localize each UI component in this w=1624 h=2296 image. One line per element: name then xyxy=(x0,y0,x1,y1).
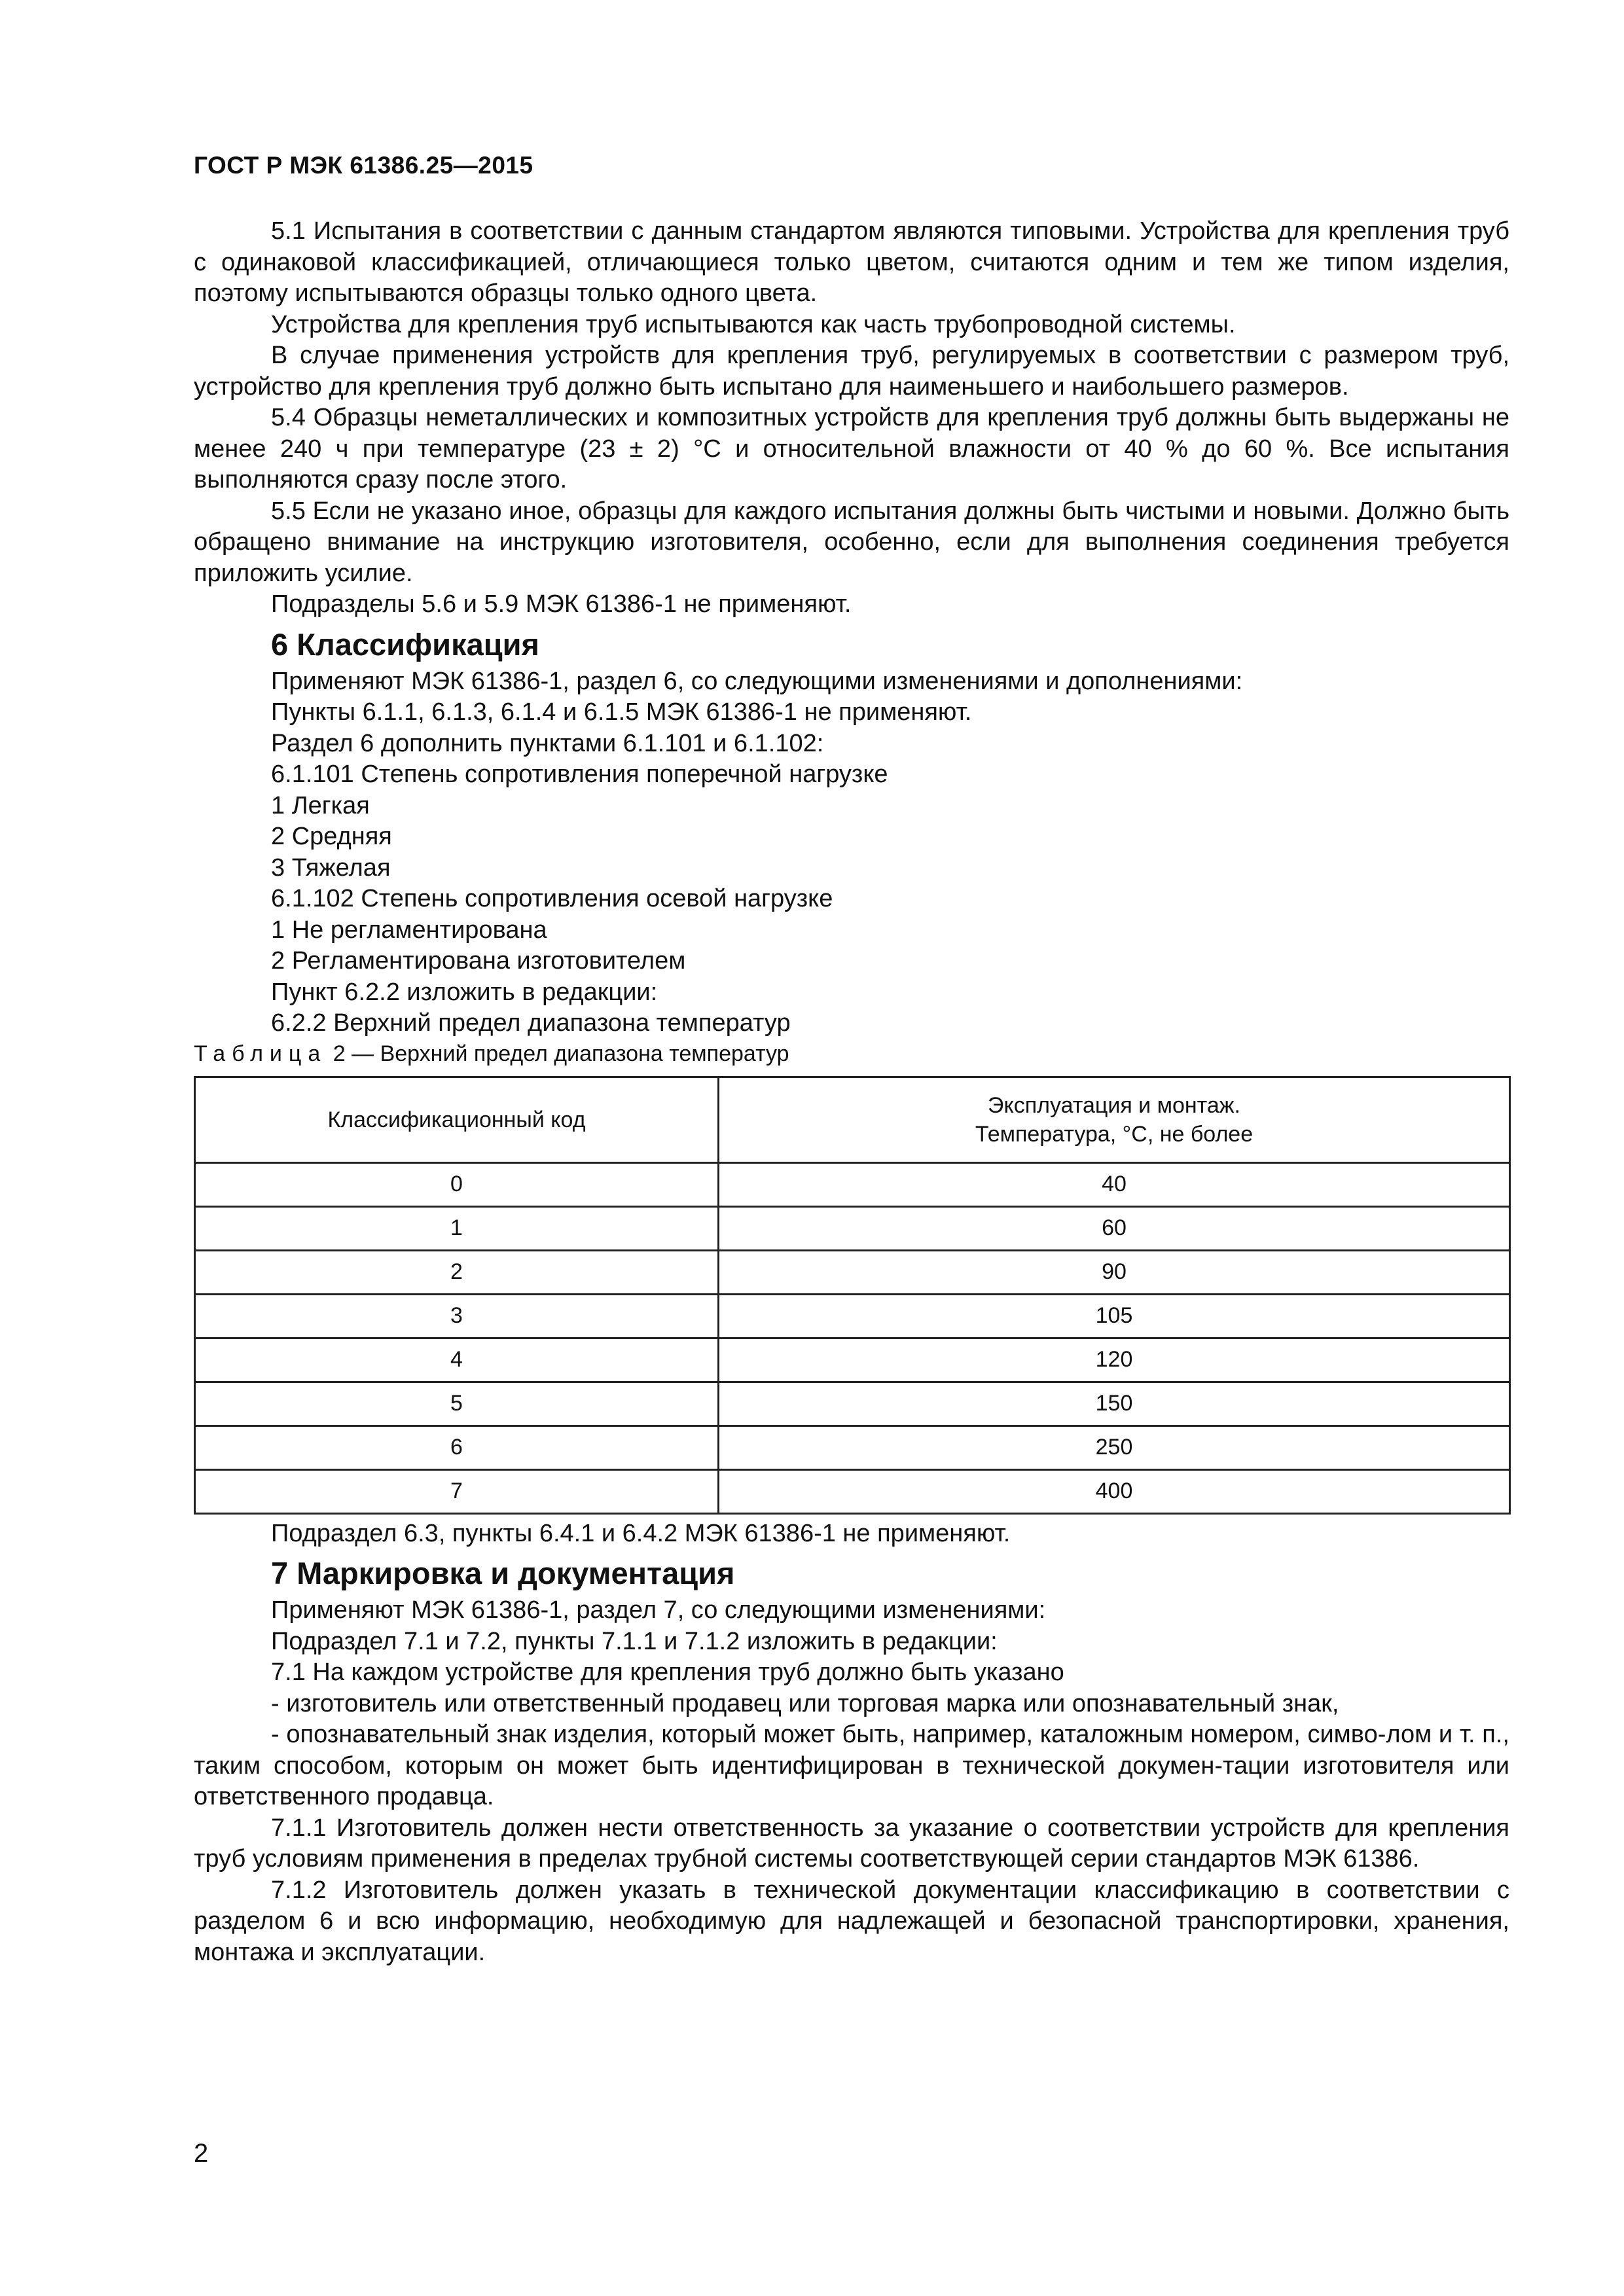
section-6-heading: 6 Классификация xyxy=(271,626,539,662)
cell-code: 3 xyxy=(195,1294,719,1338)
paragraph-5-2: Устройства для крепления труб испытываются как часть трубопроводной системы. xyxy=(271,310,1236,338)
s6-line: 1 Не регламентирована xyxy=(271,916,547,944)
table-caption-text: 2 — Верхний предел диапазона температур xyxy=(333,1041,789,1066)
cell-code: 2 xyxy=(195,1250,719,1294)
table-row xyxy=(195,1338,1510,1382)
cell-temperature: 60 xyxy=(719,1206,1510,1250)
cell-code: 4 xyxy=(195,1338,719,1382)
cell-temperature: 150 xyxy=(719,1382,1510,1426)
page-number: 2 xyxy=(194,2139,209,2168)
table-header-row xyxy=(195,1077,1510,1162)
cell-temperature: 40 xyxy=(719,1162,1510,1206)
s6-line: 3 Тяжелая xyxy=(271,853,391,882)
s6-line: Применяют МЭК 61386-1, раздел 6, со следующими изменениями и дополнениями: xyxy=(271,667,1243,695)
paragraph-5-4: 5.4 Образцы неметаллических и композитных устройств для крепления труб должны быть выдержаны не менее 240 ч при температуре (23 ± 2) °С и относительной влажности от 40 % до 60 %. Все испытания выполняются сразу после этого. xyxy=(194,404,1509,493)
s6-line: 2 Регламентирована изготовителем xyxy=(271,947,686,975)
section-7-heading: 7 Маркировка и документация xyxy=(271,1556,735,1590)
s6-line: 6.2.2 Верхний предел диапазона температур xyxy=(271,1009,791,1037)
s7-line: Подраздел 7.1 и 7.2, пункты 7.1.1 и 7.1.2 изложить в редакции: xyxy=(271,1627,998,1655)
s6-line: 6.1.102 Степень сопротивления осевой нагрузке xyxy=(271,885,833,912)
paragraph-7-marking-id: - опознавательный знак изделия, который может быть, например, каталожным номером, симво-лом и т. п., таким способом, которым он может быть идентифицирован в технической докумен-тации изготовителя или ответственного продавца. xyxy=(194,1721,1509,1810)
paragraph-5-5: 5.5 Если не указано иное, образцы для каждого испытания должны быть чистыми и новыми. Должно быть обращено внимание на инструкцию изготовителя, особенно, если для выполнения соединения требуется приложить усилие. xyxy=(194,497,1509,587)
s6-line: Пункт 6.2.2 изложить в редакции: xyxy=(271,978,658,1006)
table-row xyxy=(195,1382,1510,1426)
table-row xyxy=(195,1294,1510,1338)
s7-line: 7.1 На каждом устройстве для крепления труб должно быть указано xyxy=(271,1659,1064,1686)
table-row xyxy=(195,1206,1510,1250)
temperature-table xyxy=(194,1076,1511,1515)
cell-temperature: 105 xyxy=(719,1294,1510,1338)
paragraph-5-1: 5.1 Испытания в соответствии с данным стандартом являются типовыми. Устройства для крепления труб с одинаковой классификацией, отличающиеся только цветом, считаются одним и тем же типом изделия, поэтому испытываются образцы только одного цвета. xyxy=(194,217,1509,307)
cell-code: 6 xyxy=(195,1426,719,1469)
s7-line: - изготовитель или ответственный продавец или торговая марка или опознавательный знак, xyxy=(271,1689,1339,1717)
document-header: ГОСТ Р МЭК 61386.25—2015 xyxy=(194,152,533,179)
cell-code: 0 xyxy=(195,1162,719,1206)
paragraph-5-6: Подразделы 5.6 и 5.9 МЭК 61386-1 не применяют. xyxy=(271,590,852,618)
cell-temperature: 400 xyxy=(719,1469,1510,1513)
header-temperature xyxy=(719,1077,1510,1162)
after-table-note: Подраздел 6.3, пункты 6.4.1 и 6.4.2 МЭК 61386-1 не применяют. xyxy=(271,1519,1011,1547)
paragraph-7-1-2: 7.1.2 Изготовитель должен указать в технической документации классификацию в соответствии с разделом 6 и всю информацию, необходимую для надлежащей и безопасной транспортировки, хранения, монтажа и эксплуатации. xyxy=(194,1876,1509,1966)
paragraph-7-1-1: 7.1.1 Изготовитель должен нести ответственность за указание о соответствии устройств для крепления труб условиям применения в пределах трубной системы соответствующей серии стандартов МЭК 61386. xyxy=(194,1814,1509,1873)
s7-line: Применяют МЭК 61386-1, раздел 7, со следующими изменениями: xyxy=(271,1596,1046,1624)
cell-temperature: 250 xyxy=(719,1426,1510,1469)
cell-code: 1 xyxy=(195,1206,719,1250)
paragraph-5-3: В случае применения устройств для крепления труб, регулируемых в соответствии с размером труб, устройство для крепления труб должно быть испытано для наименьшего и наибольшего размеров. xyxy=(194,342,1509,401)
s6-line: 2 Средняя xyxy=(271,823,392,850)
header-temperature-line2: Температура, °С, не более xyxy=(975,1121,1254,1147)
table-caption xyxy=(194,1039,1509,1068)
s6-line: Раздел 6 дополнить пунктами 6.1.101 и 6.1.102: xyxy=(271,729,824,757)
cell-temperature: 120 xyxy=(719,1338,1510,1382)
table-row xyxy=(195,1469,1510,1513)
header-temperature-line1: Эксплуатация и монтаж. xyxy=(988,1092,1240,1118)
s6-line: 6.1.101 Степень сопротивления поперечной нагрузке xyxy=(271,761,888,788)
section-5-text xyxy=(194,216,1509,1968)
cell-code: 7 xyxy=(195,1469,719,1513)
cell-temperature: 90 xyxy=(719,1250,1510,1294)
cell-code: 5 xyxy=(195,1382,719,1426)
table-row xyxy=(195,1426,1510,1469)
s6-line: Пункты 6.1.1, 6.1.3, 6.1.4 и 6.1.5 МЭК 61386-1 не применяют. xyxy=(271,698,972,726)
table-row xyxy=(195,1250,1510,1294)
table-row xyxy=(195,1162,1510,1206)
table-caption-word: Таблица xyxy=(194,1041,327,1066)
header-classification-code: Классификационный код xyxy=(195,1077,719,1162)
s6-line: 1 Легкая xyxy=(271,791,370,819)
